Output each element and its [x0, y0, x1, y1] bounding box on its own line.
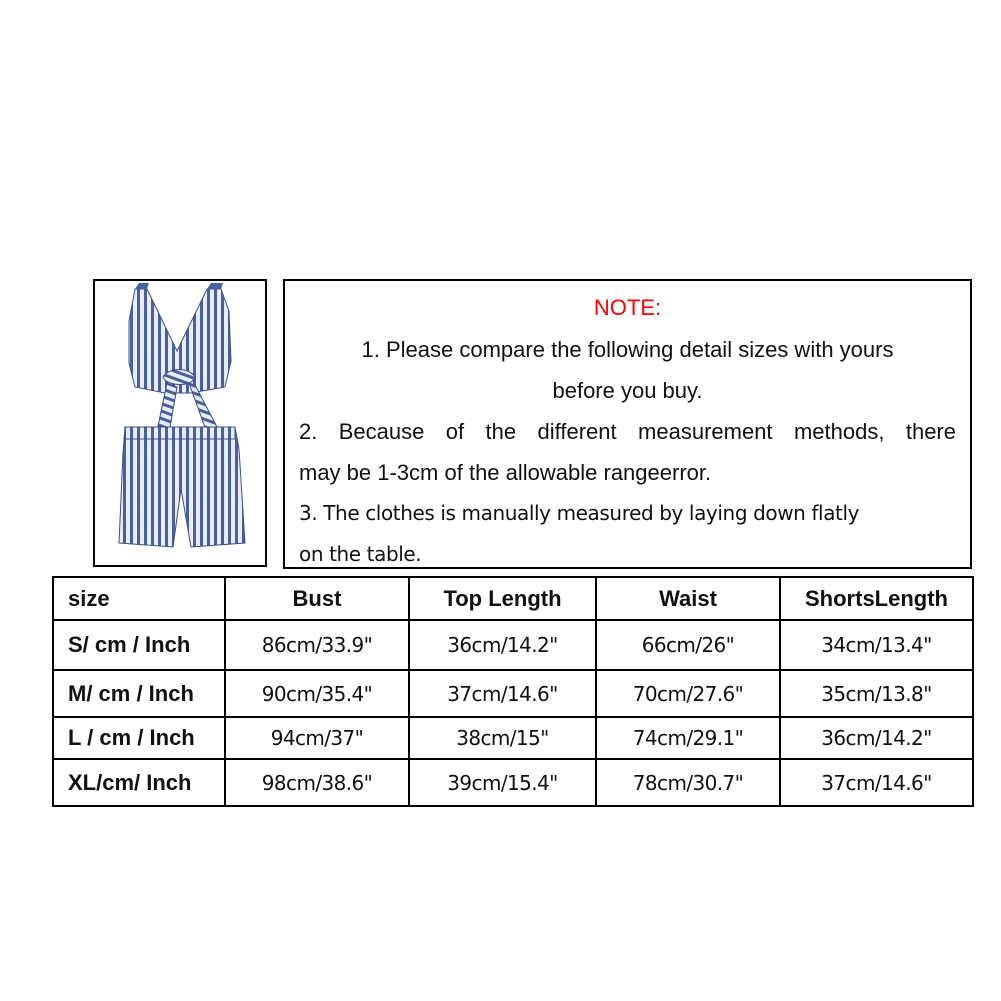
note-box [283, 279, 972, 569]
table-row [53, 717, 973, 759]
header-bust: Bust [225, 577, 409, 620]
striped-two-piece-illustration [95, 281, 265, 565]
waist-value: 66cm/26" [596, 620, 780, 670]
waist-value: 70cm/27.6" [596, 670, 780, 717]
product-image [93, 279, 267, 567]
shorts-length-value: 34cm/13.4" [780, 620, 973, 670]
header-top-length: Top Length [409, 577, 596, 620]
note-line-1a: 1. Please compare the following detail sizes with yours [361, 337, 894, 362]
note-line-3a: 3. The clothes is manually measured by laying down flatly [299, 501, 860, 525]
header-size: size [53, 577, 225, 620]
size-chart-table [52, 576, 974, 807]
size-label: L / cm / Inch [53, 717, 225, 759]
note-line-3b: on the table. [299, 542, 422, 566]
note-title: NOTE: [593, 295, 662, 320]
note-line-2b: may be 1-3cm of the allowable rangeerror. [299, 460, 712, 485]
table-row [53, 670, 973, 717]
header-shorts-length: ShortsLength [780, 577, 973, 620]
note-line-1b: before you buy. [552, 378, 703, 403]
bust-value: 90cm/35.4" [225, 670, 409, 717]
bust-value: 98cm/38.6" [225, 759, 409, 806]
table-row [53, 759, 973, 806]
table-header-row [53, 577, 973, 620]
table-row [53, 620, 973, 670]
size-label: M/ cm / Inch [53, 670, 225, 717]
top-length-value: 37cm/14.6" [409, 670, 596, 717]
waist-value: 74cm/29.1" [596, 717, 780, 759]
top-length-value: 36cm/14.2" [409, 620, 596, 670]
shorts-length-value: 35cm/13.8" [780, 670, 973, 717]
waist-value: 78cm/30.7" [596, 759, 780, 806]
size-label: XL/cm/ Inch [53, 759, 225, 806]
shorts-length-value: 36cm/14.2" [780, 717, 973, 759]
header-waist: Waist [596, 577, 780, 620]
shorts-length-value: 37cm/14.6" [780, 759, 973, 806]
bust-value: 94cm/37" [225, 717, 409, 759]
note-line-2a: 2. Because of the different measurement methods, there [299, 419, 956, 444]
tie-knot [163, 370, 195, 385]
top-length-value: 38cm/15" [409, 717, 596, 759]
top-length-value: 39cm/15.4" [409, 759, 596, 806]
bust-value: 86cm/33.9" [225, 620, 409, 670]
size-label: S/ cm / Inch [53, 620, 225, 670]
shorts [119, 427, 245, 547]
